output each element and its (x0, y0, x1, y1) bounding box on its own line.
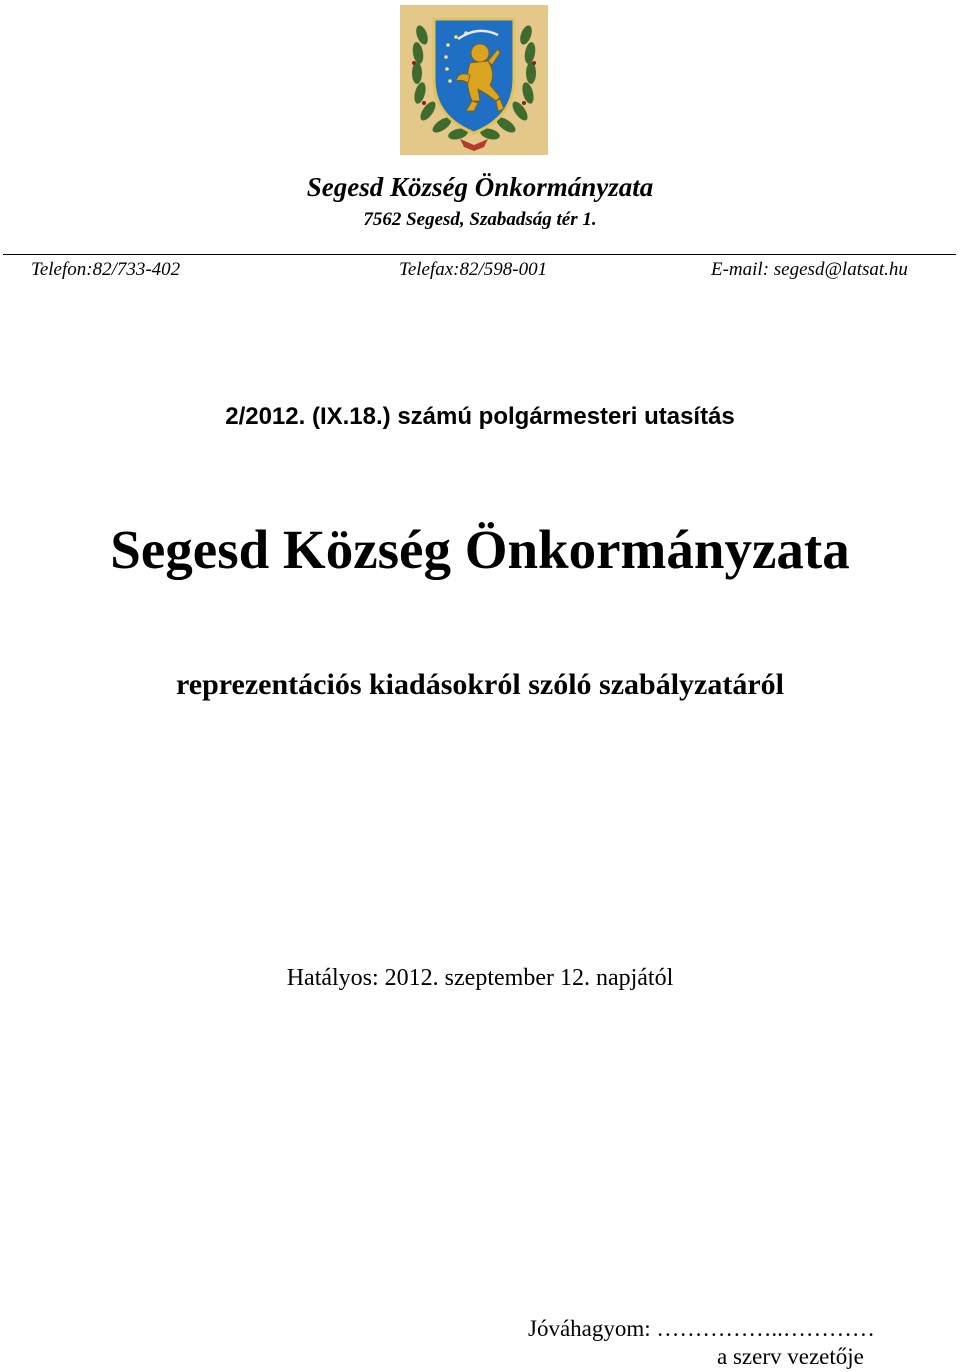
approval-line: Jóváhagyom: ……………..………… (528, 1316, 875, 1341)
signer-title: a szerv vezetője (717, 1344, 864, 1369)
header-divider (3, 254, 956, 255)
org-address: 7562 Segesd, Szabadság tér 1. (363, 209, 597, 230)
effective-date: Hatályos: 2012. szeptember 12. napjától (286, 965, 674, 991)
main-title: Segesd Község Önkormányzata (110, 519, 850, 580)
email-address: E-mail: segesd@latsat.hu (711, 259, 908, 280)
fax-number: Telefax:82/598-001 (399, 259, 548, 280)
instruction-title: 2/2012. (IX.18.) számú polgármesteri utasítás (225, 403, 735, 430)
phone-number: Telefon:82/733-402 (31, 259, 181, 280)
coat-of-arms-icon (400, 5, 548, 155)
org-name: Segesd Község Önkormányzata (306, 172, 654, 202)
document-subtitle: reprezentációs kiadásokról szóló szabályzatáról (176, 668, 784, 701)
